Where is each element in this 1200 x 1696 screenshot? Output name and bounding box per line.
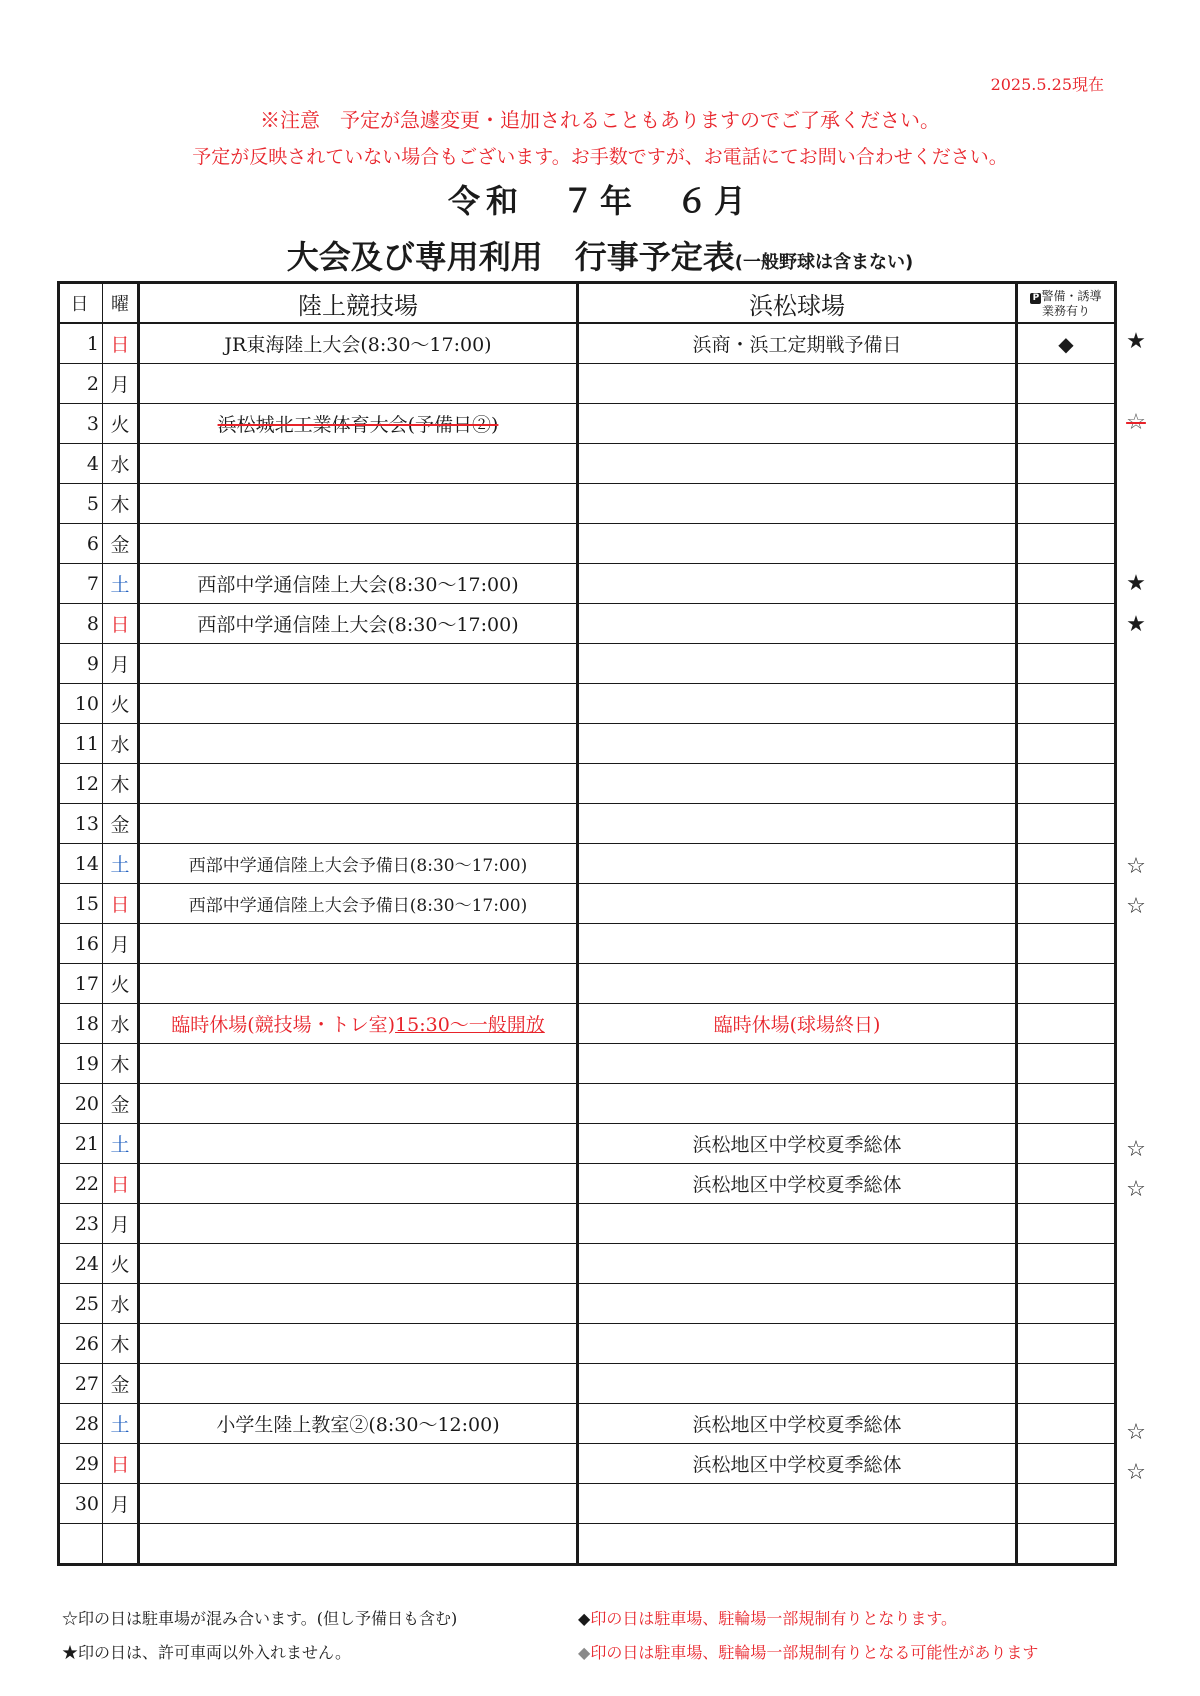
weekday-cell: 金 [103, 804, 139, 844]
day-cell: 24 [59, 1244, 103, 1284]
track-event-text: 西部中学通信陸上大会予備日(8:30～17:00) [188, 856, 528, 876]
track-event-extra: 15:30～一般開放 [395, 1014, 545, 1036]
weekday-cell: 火 [103, 684, 139, 724]
ballpark-event-cell [578, 1484, 1017, 1524]
weekday-cell: 木 [103, 764, 139, 804]
track-event-text: 西部中学通信陸上大会(8:30～17:00) [197, 614, 519, 636]
mark-slot [1116, 1089, 1156, 1129]
table-row [59, 964, 1116, 1004]
white-star-icon: ☆ [1126, 1177, 1146, 1203]
security-cell [1017, 484, 1116, 524]
black-star-icon: ★ [1126, 611, 1146, 637]
track-event-cell [139, 1284, 578, 1324]
security-cell [1017, 404, 1116, 444]
day-cell: 1 [59, 323, 103, 364]
weekday-cell: 土 [103, 564, 139, 604]
weekday-cell: 日 [103, 884, 139, 924]
notice-line-2: 予定が反映されていない場合もございます。お手数ですが、お電話にてお問い合わせください。 [192, 146, 1008, 168]
ballpark-event-cell [578, 1284, 1017, 1324]
day-cell: 4 [59, 444, 103, 484]
track-event-cell [139, 1444, 578, 1484]
track-event-text: 浜松城北工業体育大会(予備日②) [217, 414, 499, 436]
day-cell: 27 [59, 1364, 103, 1404]
day-cell: 18 [59, 1004, 103, 1044]
white-star-icon: ☆ [1126, 894, 1146, 920]
table-row [59, 1164, 1116, 1204]
table-row [59, 524, 1116, 564]
ballpark-event-cell [578, 644, 1017, 684]
ballpark-event-cell: 浜松地区中学校夏季総体 [578, 1164, 1017, 1204]
legend-diamond [578, 1606, 957, 1629]
track-event-cell [139, 1324, 578, 1364]
weekday-cell: 土 [103, 1404, 139, 1444]
track-event-cell [139, 844, 578, 884]
parking-marks-column [1116, 322, 1156, 1574]
mark-slot [1116, 1251, 1156, 1291]
ballpark-event-cell [578, 884, 1017, 924]
track-event-cell [139, 564, 578, 604]
track-event-cell [139, 924, 578, 964]
track-event-cell [139, 1524, 578, 1565]
day-cell: 19 [59, 1044, 103, 1084]
day-cell: 22 [59, 1164, 103, 1204]
white-star-icon: ☆ [1126, 854, 1146, 880]
ballpark-event-cell [578, 924, 1017, 964]
title-sub: (一般野球は含まない) [734, 252, 914, 273]
day-cell: 3 [59, 404, 103, 444]
weekday-cell: 月 [103, 644, 139, 684]
mark-slot [1116, 1534, 1156, 1574]
track-event-cell [139, 404, 578, 444]
notice-line-1: ※注意 予定が急遽変更・追加されることもありますのでご了承ください。 [260, 108, 940, 132]
weekday-cell: 金 [103, 524, 139, 564]
table-row [59, 1284, 1116, 1324]
weekday-cell: 土 [103, 844, 139, 884]
weekday-cell: 火 [103, 404, 139, 444]
track-event-cell [139, 884, 578, 924]
track-event-text: 西部中学通信陸上大会(8:30～17:00) [197, 574, 519, 596]
black-star-icon: ★ [1126, 571, 1146, 597]
weekday-cell: 木 [103, 484, 139, 524]
security-cell [1017, 1244, 1116, 1284]
table-row [59, 924, 1116, 964]
day-cell: 5 [59, 484, 103, 524]
header-track: 陸上競技場 [139, 283, 578, 324]
mark-slot [1116, 1009, 1156, 1049]
table-row [59, 764, 1116, 804]
track-event-cell [139, 804, 578, 844]
header-security-line1: 警備・誘導 [1041, 288, 1102, 303]
mark-slot [1116, 484, 1156, 524]
security-cell [1017, 604, 1116, 644]
day-cell: 10 [59, 684, 103, 724]
schedule-table [57, 281, 1117, 1566]
track-event-text: 小学生陸上教室②(8:30～12:00) [216, 1414, 500, 1436]
day-cell: 29 [59, 1444, 103, 1484]
title-main: 大会及び専用利用 行事予定表 [286, 238, 735, 276]
track-event-cell [139, 1484, 578, 1524]
table-row [59, 1084, 1116, 1124]
day-cell: 23 [59, 1204, 103, 1244]
security-cell [1017, 1444, 1116, 1484]
security-cell [1017, 1284, 1116, 1324]
security-cell [1017, 564, 1116, 604]
ballpark-event-cell: 浜松地区中学校夏季総体 [578, 1124, 1017, 1164]
mark-slot [1116, 686, 1156, 726]
mark-slot [1116, 1211, 1156, 1251]
track-event-text: JR東海陸上大会(8:30～17:00) [224, 334, 492, 356]
security-cell [1017, 724, 1116, 764]
security-cell [1017, 964, 1116, 1004]
ballpark-event-cell [578, 1524, 1017, 1565]
header-security-line2: 業務有り [1041, 303, 1090, 318]
day-cell: 20 [59, 1084, 103, 1124]
legend-black-star: ★印の日は、許可車両以外入れません。 [62, 1643, 351, 1662]
day-cell: 17 [59, 964, 103, 1004]
day-cell: 21 [59, 1124, 103, 1164]
ballpark-event-cell [578, 364, 1017, 404]
ballpark-event-cell [578, 564, 1017, 604]
weekday-cell: 月 [103, 924, 139, 964]
security-cell [1017, 764, 1116, 804]
security-cell [1017, 684, 1116, 724]
track-event-cell [139, 1404, 578, 1444]
track-event-text: 西部中学通信陸上大会予備日(8:30～17:00) [188, 896, 528, 916]
mark-slot [1116, 524, 1156, 564]
black-star-icon: ★ [1126, 329, 1146, 354]
page-title [0, 232, 1200, 278]
ballpark-event-cell [578, 804, 1017, 844]
security-cell [1017, 1044, 1116, 1084]
track-event-cell [139, 1164, 578, 1204]
table-row [59, 804, 1116, 844]
weekday-cell: 金 [103, 1364, 139, 1404]
table-row [59, 1124, 1116, 1164]
table-row [59, 404, 1116, 444]
as-of-date: 2025.5.25現在 [990, 75, 1104, 94]
mark-slot [1116, 766, 1156, 806]
ballpark-event-cell [578, 524, 1017, 564]
day-cell: 26 [59, 1324, 103, 1364]
track-event-cell [139, 364, 578, 404]
ballpark-event-cell: 浜松地区中学校夏季総体 [578, 1404, 1017, 1444]
track-event-cell [139, 1004, 578, 1044]
weekday-cell: 木 [103, 1044, 139, 1084]
mark-slot [1116, 928, 1156, 968]
mark-slot [1116, 1372, 1156, 1412]
table-row [59, 484, 1116, 524]
ballpark-event-cell [578, 484, 1017, 524]
day-cell: 16 [59, 924, 103, 964]
table-row [59, 444, 1116, 484]
mark-slot [1116, 1493, 1156, 1533]
day-cell: 28 [59, 1404, 103, 1444]
day-cell [59, 1524, 103, 1565]
weekday-cell: 火 [103, 1244, 139, 1284]
ballpark-event-cell [578, 1244, 1017, 1284]
header-weekday: 曜 [103, 283, 139, 324]
ballpark-event-cell [578, 764, 1017, 804]
track-event-cell [139, 323, 578, 364]
track-event-cell [139, 1124, 578, 1164]
weekday-cell: 日 [103, 1444, 139, 1484]
security-cell [1017, 1324, 1116, 1364]
table-row [59, 644, 1116, 684]
diamond-icon: ◆ [578, 1609, 591, 1628]
parking-icon: P [1030, 293, 1041, 304]
security-cell [1017, 1204, 1116, 1244]
ballpark-event-cell [578, 684, 1017, 724]
table-row [59, 1364, 1116, 1404]
ballpark-event-cell: 臨時休場(球場終日) [578, 1004, 1017, 1044]
ballpark-event-cell [578, 1364, 1017, 1404]
track-event-cell [139, 764, 578, 804]
table-row [59, 1524, 1116, 1565]
white-star-icon: ☆ [1126, 1136, 1146, 1162]
schedule-header-row [59, 283, 1116, 324]
ballpark-event-cell [578, 1204, 1017, 1244]
mark-slot [1116, 726, 1156, 766]
day-cell: 13 [59, 804, 103, 844]
gray-diamond-icon: ◆ [578, 1643, 591, 1662]
weekday-cell: 火 [103, 964, 139, 1004]
security-cell [1017, 524, 1116, 564]
weekday-cell: 土 [103, 1124, 139, 1164]
mark-slot [1116, 968, 1156, 1008]
track-event-cell [139, 1244, 578, 1284]
track-event-cell [139, 1084, 578, 1124]
table-row [59, 724, 1116, 764]
table-row [59, 1444, 1116, 1484]
table-row [59, 1244, 1116, 1284]
weekday-cell: 日 [103, 323, 139, 364]
weekday-cell: 水 [103, 444, 139, 484]
white-star-icon: ☆ [1126, 409, 1146, 435]
day-cell: 15 [59, 884, 103, 924]
white-star-icon: ☆ [1126, 1459, 1146, 1485]
track-event-cell [139, 964, 578, 1004]
weekday-cell: 金 [103, 1084, 139, 1124]
weekday-cell: 月 [103, 364, 139, 404]
day-cell: 11 [59, 724, 103, 764]
track-event-cell [139, 1364, 578, 1404]
ballpark-event-cell [578, 1084, 1017, 1124]
ballpark-event-cell [578, 1044, 1017, 1084]
table-row [59, 684, 1116, 724]
table-row [59, 1484, 1116, 1524]
security-cell [1017, 1524, 1116, 1565]
security-cell [1017, 1364, 1116, 1404]
legend-gray-diamond-text: 印の日は駐車場、駐輪場一部規制有りとなる可能性があります [590, 1643, 1039, 1662]
mark-slot [1116, 443, 1156, 483]
day-cell: 12 [59, 764, 103, 804]
ballpark-event-cell [578, 604, 1017, 644]
day-cell: 6 [59, 524, 103, 564]
day-cell: 25 [59, 1284, 103, 1324]
track-event-cell [139, 724, 578, 764]
track-event-cell [139, 524, 578, 564]
track-event-text: 臨時休場(競技場・トレ室) [171, 1014, 396, 1036]
track-event-cell [139, 684, 578, 724]
track-event-cell [139, 484, 578, 524]
header-day: 日 [59, 283, 103, 324]
security-cell [1017, 644, 1116, 684]
ballpark-event-cell: 浜商・浜工定期戦予備日 [578, 323, 1017, 364]
security-cell [1017, 804, 1116, 844]
table-row [59, 1324, 1116, 1364]
track-event-cell [139, 1204, 578, 1244]
day-cell: 2 [59, 364, 103, 404]
weekday-cell: 日 [103, 1164, 139, 1204]
weekday-cell: 水 [103, 1284, 139, 1324]
weekday-cell: 日 [103, 604, 139, 644]
day-cell: 30 [59, 1484, 103, 1524]
mark-slot [1116, 807, 1156, 847]
mark-slot [1116, 362, 1156, 402]
track-event-cell [139, 644, 578, 684]
ballpark-event-cell: 浜松地区中学校夏季総体 [578, 1444, 1017, 1484]
white-star-icon: ☆ [1126, 1419, 1146, 1445]
track-event-cell [139, 444, 578, 484]
day-cell: 7 [59, 564, 103, 604]
weekday-cell: 月 [103, 1484, 139, 1524]
security-cell [1017, 844, 1116, 884]
ballpark-event-cell [578, 1324, 1017, 1364]
legend-diamond-text: 印の日は駐車場、駐輪場一部規制有りとなります。 [590, 1609, 958, 1628]
security-cell [1017, 924, 1116, 964]
security-cell [1017, 1484, 1116, 1524]
weekday-cell [103, 1524, 139, 1565]
security-cell [1017, 1084, 1116, 1124]
mark-slot [1116, 1049, 1156, 1089]
table-row [59, 604, 1116, 644]
table-row [59, 1404, 1116, 1444]
security-cell [1017, 1004, 1116, 1044]
ballpark-event-cell [578, 404, 1017, 444]
weekday-cell: 月 [103, 1204, 139, 1244]
header-security [1017, 283, 1116, 324]
ballpark-event-cell [578, 844, 1017, 884]
security-cell [1017, 444, 1116, 484]
track-event-cell [139, 1044, 578, 1084]
security-cell [1017, 1164, 1116, 1204]
table-row [59, 1044, 1116, 1084]
mark-slot [1116, 645, 1156, 685]
legend-white-star: ☆印の日は駐車場が混み合います。(但し予備日も含む) [62, 1609, 458, 1628]
table-row [59, 323, 1116, 364]
era-month-heading: 令和 ７年 ６月 [447, 182, 752, 220]
security-cell [1017, 1124, 1116, 1164]
table-row [59, 364, 1116, 404]
ballpark-event-cell [578, 724, 1017, 764]
table-row [59, 844, 1116, 884]
security-cell [1017, 1404, 1116, 1444]
security-cell [1017, 364, 1116, 404]
mark-slot [1116, 1332, 1156, 1372]
table-row [59, 1004, 1116, 1044]
security-cell [1017, 884, 1116, 924]
day-cell: 9 [59, 644, 103, 684]
day-cell: 8 [59, 604, 103, 644]
header-ballpark: 浜松球場 [578, 283, 1017, 324]
ballpark-event-cell [578, 964, 1017, 1004]
day-cell: 14 [59, 844, 103, 884]
ballpark-event-cell [578, 444, 1017, 484]
table-row [59, 1204, 1116, 1244]
table-row [59, 884, 1116, 924]
weekday-cell: 水 [103, 724, 139, 764]
legend-gray-diamond [578, 1640, 1038, 1663]
security-cell: ◆ [1017, 323, 1116, 364]
track-event-cell [139, 604, 578, 644]
table-row [59, 564, 1116, 604]
weekday-cell: 水 [103, 1004, 139, 1044]
weekday-cell: 木 [103, 1324, 139, 1364]
mark-slot [1116, 1291, 1156, 1331]
